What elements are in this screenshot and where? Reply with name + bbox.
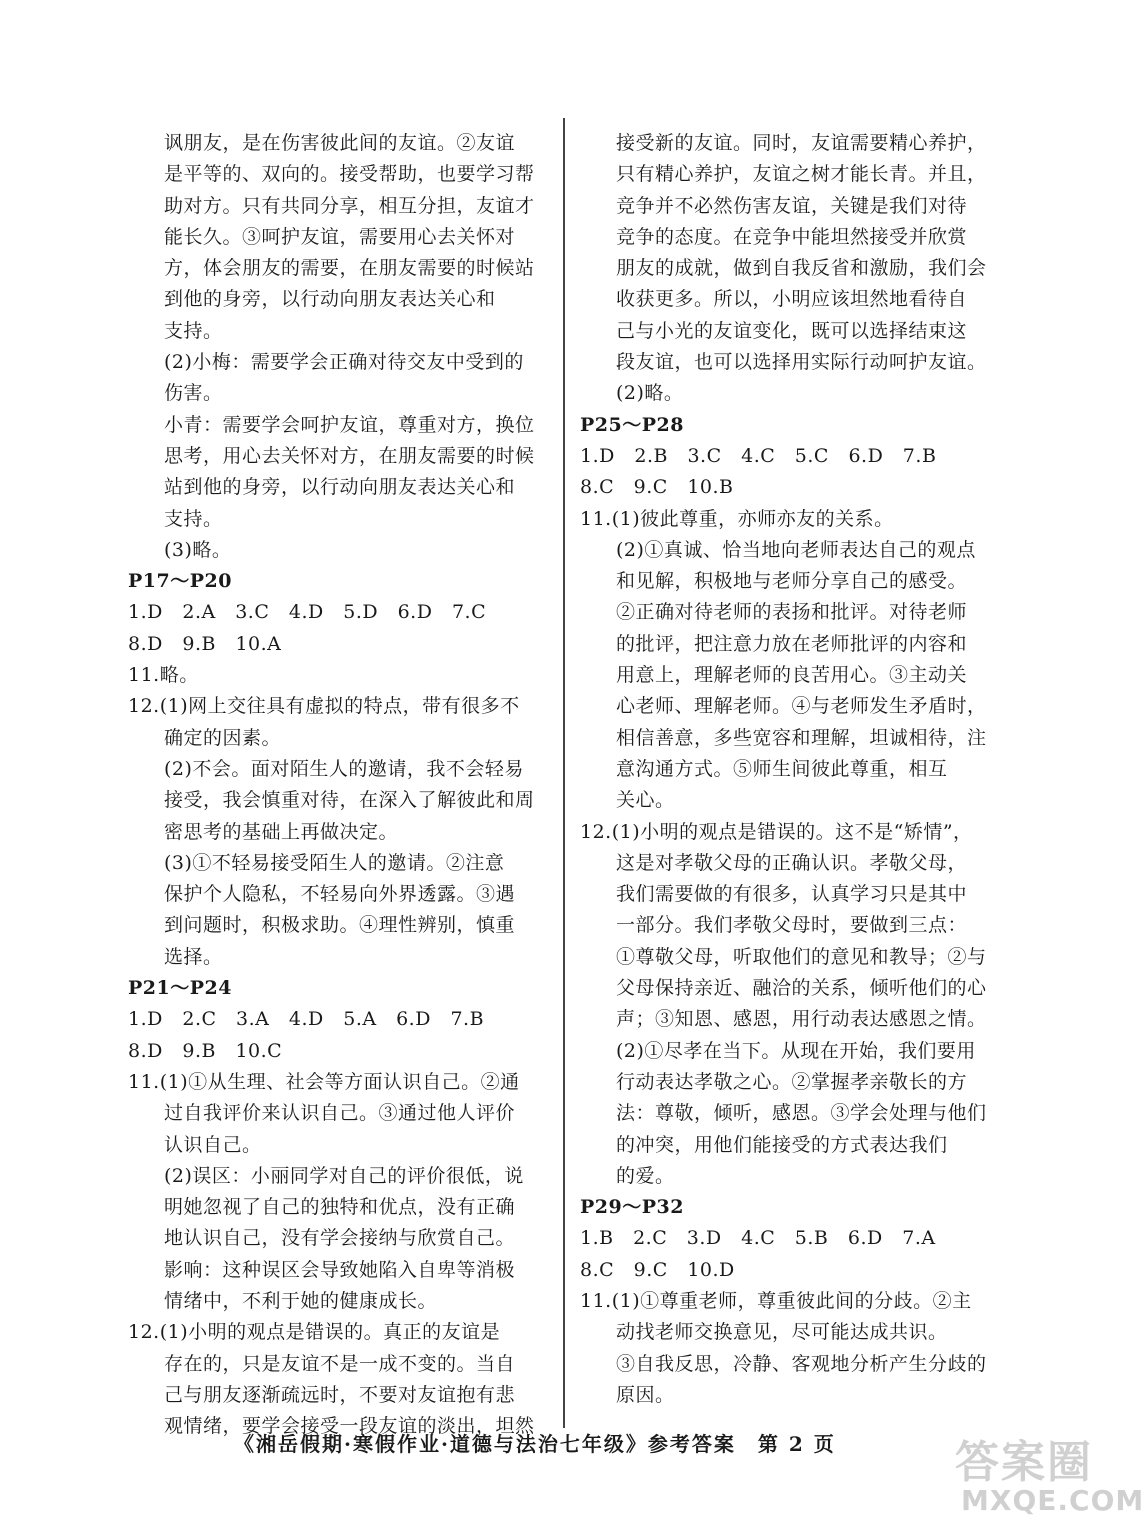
text-line: 相信善意，多些宽容和理解，坦诚相待，注 — [616, 726, 987, 749]
watermark-mark: 答案圈 — [955, 1437, 1093, 1488]
text-line: (2)①尽孝在当下。从现在开始，我们要用 — [616, 1039, 976, 1062]
text-line: 明她忽视了自己的独特和优点，没有正确 — [164, 1196, 516, 1219]
text-line: 这是对孝敬父母的正确认识。孝敬父母， — [616, 851, 968, 874]
watermark-url: MXQE.COM — [961, 1484, 1144, 1517]
text-line: 我们需要做的有很多，认真学习只是其中 — [616, 883, 968, 906]
text-line: (2)不会。面对陌生人的邀请，我不会轻易 — [164, 757, 524, 780]
text-line: 行动表达孝敬之心。②掌握孝亲敬长的方 — [616, 1070, 968, 1093]
text-line: 己与小光的友谊变化，既可以选择结束这 — [616, 319, 968, 342]
text-line: 一部分。我们孝敬父母时，要做到三点： — [616, 914, 968, 937]
text-line: 父母保持亲近、融洽的关系，倾听他们的心 — [616, 977, 987, 1000]
text-line: 11.(1)彼此尊重，亦师亦友的关系。 — [580, 507, 894, 530]
text-line: 影响：这种误区会导致她陷入自卑等消极 — [164, 1258, 516, 1281]
page-footer: 《湘岳假期·寒假作业·道德与法治七年级》参考答案 第 2 页 — [234, 1432, 836, 1456]
left-column — [128, 128, 546, 1442]
text-line: 伤害。 — [164, 382, 223, 405]
text-line: 能长久。③呵护友谊，需要用心去关怀对 — [164, 225, 516, 248]
text-line: 用意上，理解老师的良苦用心。③主动关 — [616, 664, 968, 687]
text-line: 到问题时，积极求助。④理性辨别，慎重 — [164, 914, 516, 937]
text-line: 竞争并不必然伤害友谊，关键是我们对待 — [616, 194, 968, 217]
text-line: 1.D 2.B 3.C 4.C 5.C 6.D 7.B — [580, 444, 937, 467]
text-line: 朋友的成就，做到自我反省和激励，我们会 — [616, 257, 987, 280]
text-line: 存在的，只是友谊不是一成不变的。当自 — [164, 1352, 516, 1375]
text-line: 关心。 — [616, 789, 675, 812]
text-line: 选择。 — [164, 945, 223, 968]
text-line: 情绪中，不利于她的健康成长。 — [164, 1289, 438, 1312]
text-line: (3)①不轻易接受陌生人的邀请。②注意 — [164, 851, 505, 874]
text-line: 1.B 2.C 3.D 4.C 5.B 6.D 7.A — [580, 1227, 936, 1250]
text-line: 意沟通方式。⑤师生间彼此尊重，相互 — [616, 757, 948, 780]
text-line: 法：尊敬，倾听，感恩。③学会处理与他们 — [616, 1102, 987, 1125]
column-divider — [563, 118, 565, 1428]
text-line: 的爱。 — [616, 1164, 675, 1187]
text-line: 方，体会朋友的需要，在朋友需要的时候站 — [164, 257, 535, 280]
text-line: 竞争的态度。在竞争中能坦然接受并欣赏 — [616, 225, 968, 248]
text-line: ①尊敬父母，听取他们的意见和教导；②与 — [616, 945, 987, 968]
text-line: 8.D 9.B 10.A — [128, 632, 282, 655]
text-line: 地认识自己，没有学会接纳与欣赏自己。 — [164, 1227, 516, 1250]
text-line: (2)略。 — [616, 382, 684, 405]
text-line: 12.(1)网上交往具有虚拟的特点，带有很多不 — [128, 695, 520, 718]
right-column — [580, 128, 1000, 1411]
text-line: 小青：需要学会呵护友谊，尊重对方，换位 — [164, 413, 535, 436]
text-line: (3)略。 — [164, 538, 232, 561]
section-heading: P17～P20 — [128, 570, 232, 593]
text-line: 站到他的身旁，以行动向朋友表达关心和 — [164, 476, 516, 499]
text-line: 原因。 — [616, 1383, 675, 1406]
text-line: 确定的因素。 — [164, 726, 282, 749]
text-line: 1.D 2.C 3.A 4.D 5.A 6.D 7.B — [128, 1008, 485, 1031]
text-line: 的冲突，用他们能接受的方式表达我们 — [616, 1133, 948, 1156]
text-line: 心老师、理解老师。④与老师发生矛盾时， — [616, 695, 987, 718]
text-line: 是平等的、双向的。接受帮助，也要学习帮 — [164, 163, 535, 186]
text-line: 接受，我会慎重对待，在深入了解彼此和周 — [164, 789, 535, 812]
text-line: 接受新的友谊。同时，友谊需要精心养护， — [616, 132, 987, 154]
text-line: 支持。 — [164, 507, 223, 530]
text-line: 8.C 9.C 10.D — [580, 1258, 735, 1281]
text-line: 观情绪，要学会接受一段友谊的淡出，坦然 — [164, 1415, 535, 1438]
text-line: 认识自己。 — [164, 1133, 262, 1156]
text-line: 过自我评价来认识自己。③通过他人评价 — [164, 1102, 516, 1125]
text-line: (2)①真诚、恰当地向老师表达自己的观点 — [616, 538, 976, 561]
text-line: 讽朋友，是在伤害彼此间的友谊。②友谊 — [164, 132, 516, 154]
text-line: 到他的身旁，以行动向朋友表达关心和 — [164, 288, 496, 311]
text-line: 收获更多。所以，小明应该坦然地看待自 — [616, 288, 968, 311]
text-line: (2)误区：小丽同学对自己的评价很低，说 — [164, 1164, 524, 1187]
text-line: 11.略。 — [128, 664, 199, 687]
text-line: 密思考的基础上再做决定。 — [164, 820, 399, 843]
text-line: ②正确对待老师的表扬和批评。对待老师 — [616, 601, 968, 624]
text-line: 助对方。只有共同分享，相互分担，友谊才 — [164, 194, 535, 217]
text-line: (2)小梅：需要学会正确对待交友中受到的 — [164, 351, 524, 374]
text-line: 己与朋友逐渐疏远时，不要对友谊抱有悲 — [164, 1383, 516, 1406]
text-line: 动找老师交换意见，尽可能达成共识。 — [616, 1321, 948, 1344]
text-line: 11.(1)①尊重老师，尊重彼此间的分歧。②主 — [580, 1289, 972, 1312]
text-line: 8.D 9.B 10.C — [128, 1039, 283, 1062]
section-heading: P21～P24 — [128, 977, 232, 1000]
text-line: 声；③知恩、感恩，用行动表达感恩之情。 — [616, 1008, 987, 1031]
section-heading: P29～P32 — [580, 1196, 684, 1219]
text-line: 只有精心养护，友谊之树才能长青。并且， — [616, 163, 987, 186]
text-line: 11.(1)①从生理、社会等方面认识自己。②通 — [128, 1070, 520, 1093]
text-line: 1.D 2.A 3.C 4.D 5.D 6.D 7.C — [128, 601, 487, 624]
section-heading: P25～P28 — [580, 413, 684, 436]
text-line: 的批评，把注意力放在老师批评的内容和 — [616, 632, 968, 655]
text-line: 保护个人隐私，不轻易向外界透露。③遇 — [164, 883, 516, 906]
text-line: 支持。 — [164, 319, 223, 342]
text-line: 思考，用心去关怀对方，在朋友需要的时候 — [164, 444, 535, 467]
text-line: 段友谊，也可以选择用实际行动呵护友谊。 — [616, 351, 987, 374]
text-line: 8.C 9.C 10.B — [580, 476, 734, 499]
text-line: 和见解，积极地与老师分享自己的感受。 — [616, 570, 968, 593]
text-line: 12.(1)小明的观点是错误的。这不是“矫情”， — [580, 820, 973, 843]
watermark-logo — [949, 1426, 1144, 1526]
text-line: 12.(1)小明的观点是错误的。真正的友谊是 — [128, 1321, 501, 1344]
text-line: ③自我反思，冷静、客观地分析产生分歧的 — [616, 1352, 987, 1375]
